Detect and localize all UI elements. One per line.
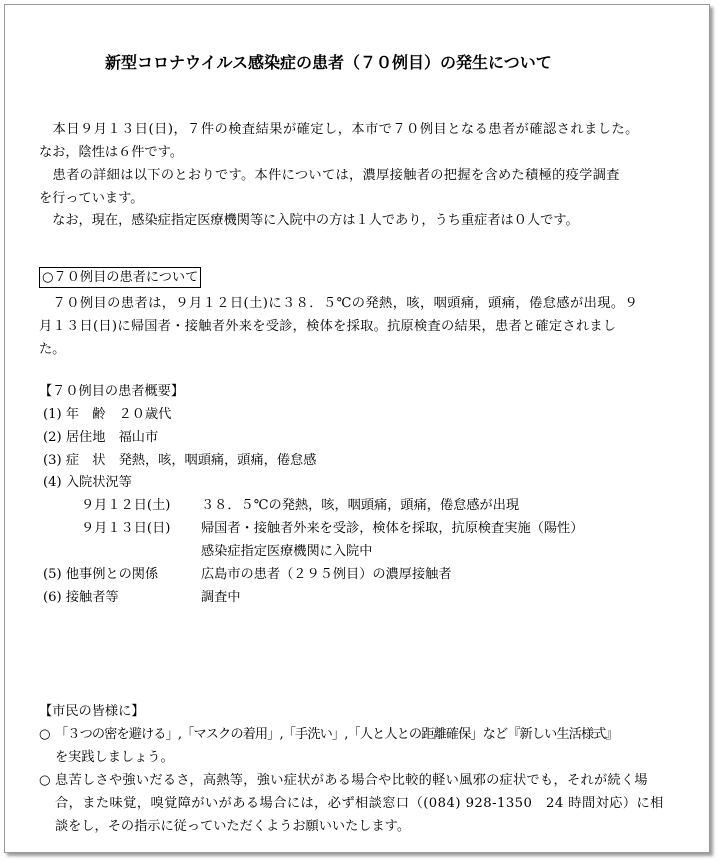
overview-relation-value: 広島市の患者（２９５例目）の濃厚接触者	[201, 567, 452, 582]
document-page	[4, 4, 710, 853]
section-body-line: 月１３日(日)に帰国者・接触者外来を受診，検体を採取。抗原検査の結果，患者と確定されまし	[39, 319, 617, 334]
document-title: 新型コロナウイルス感染症の患者（７０例目）の発生について	[105, 53, 552, 72]
hospitalization-text: 帰国者・接触者外来を受診，検体を採取，抗原検査実施（陽性）	[201, 521, 584, 536]
citizens-item-line: 談をし，その指示に従っていただくようお願いいたします。	[55, 819, 411, 834]
intro-line: なお，陰性は６件です。	[39, 145, 184, 160]
intro-line: を行っています。	[39, 191, 144, 206]
overview-contacts-value: 調査中	[201, 590, 241, 605]
section-body-line: た。	[39, 342, 66, 357]
section-body-line: ７０例目の患者は，９月１２日(土)に３８．５℃の発熱，咳，咽頭痛，頭痛，倦怠感が出現。９	[39, 296, 639, 311]
citizens-item-line: 合，また味覚，嗅覚障がいがある場合には，必ず相談窓口（(084) 928-1350 24 時間対応）に相	[55, 796, 664, 811]
intro-line: なお，現在，感染症指定医療機関等に入院中の方は１人であり，うち重症者は０人です。	[39, 213, 579, 228]
overview-age: (1) 年 齢 ２０歳代	[43, 407, 172, 422]
overview-contacts-label: (6) 接触者等	[43, 590, 119, 605]
overview-symptoms: (3) 症 状 発熱，咳，咽頭痛，頭痛，倦怠感	[43, 453, 317, 468]
citizens-item-line: 「３つの密を避ける」,「マスクの着用」,「手洗い」,「人と人との距離確保」など『新しい生活様式』	[55, 727, 618, 742]
intro-line: 本日９月１３日(日)，７件の検査結果が確定し，本市で７０例目となる患者が確認されました。	[39, 122, 639, 137]
overview-relation-label: (5) 他事例との関係	[43, 567, 159, 582]
section-heading: ○７０例目の患者について	[39, 267, 201, 288]
hospitalization-date: ９月１２日(土)	[81, 498, 171, 513]
hospitalization-date: ９月１３日(日)	[81, 521, 171, 536]
hospitalization-text: ３８．５℃の発熱，咳，咽頭痛，頭痛，倦怠感が出現	[201, 498, 520, 513]
hospitalization-text: 感染症指定医療機関に入院中	[201, 544, 373, 559]
bullet-icon: ○	[39, 773, 51, 788]
intro-line: 患者の詳細は以下のとおりです。本件については，濃厚接触者の把握を含めた積極的疫学調査	[39, 168, 620, 183]
overview-hospitalization-title: (4) 入院状況等	[43, 475, 132, 490]
citizens-heading: 【市民の皆様に】	[39, 704, 145, 719]
overview-residence: (2) 居住地 福山市	[43, 430, 159, 445]
citizens-item-line: を実践しましょう。	[55, 750, 174, 765]
bullet-icon: ○	[39, 727, 51, 742]
citizens-item-line: 息苦しさや強いだるさ，高熱等，強い症状がある場合や比較的軽い風邪の症状でも，それが続く場	[55, 773, 648, 788]
overview-heading: 【７０例目の患者概要】	[39, 384, 185, 399]
